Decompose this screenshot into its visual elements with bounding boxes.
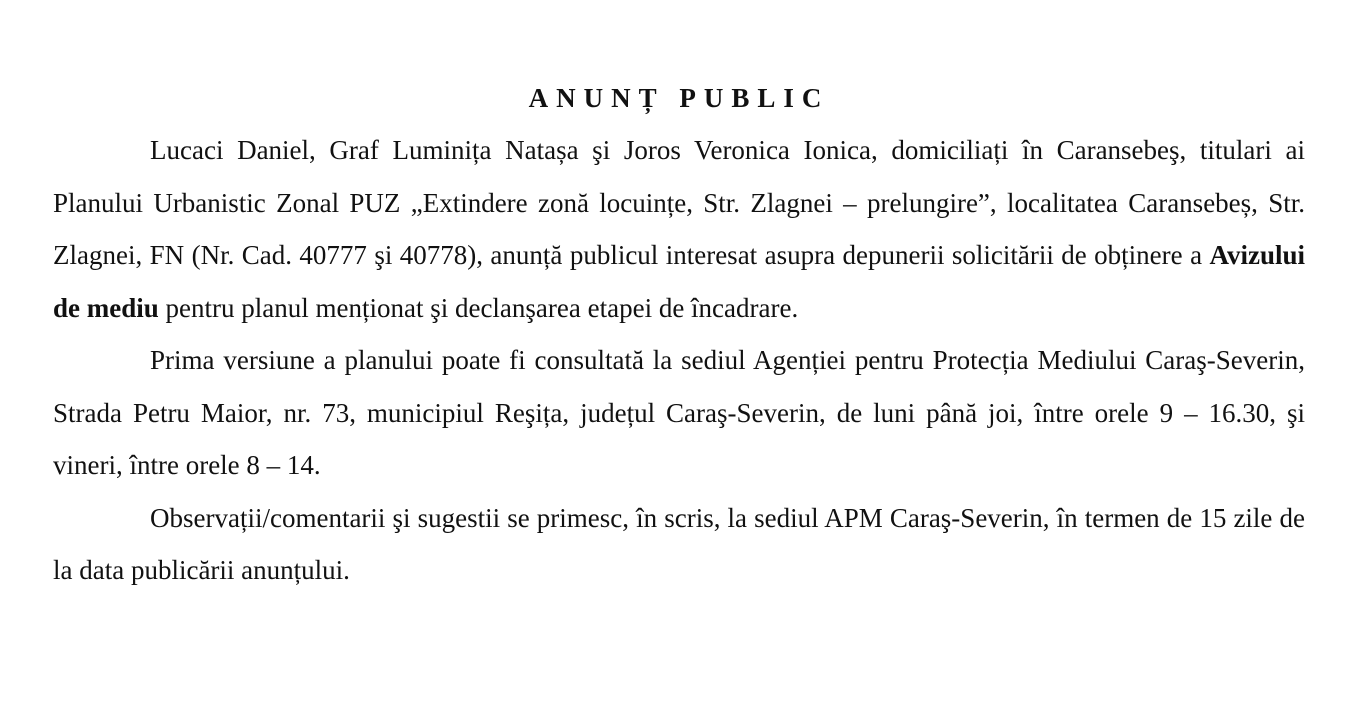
- document-title: ANUNȚ PUBLIC: [528, 83, 830, 113]
- environmental-permit-term: Avizului de mediu: [53, 240, 1305, 323]
- paragraph-applicants: [53, 124, 1305, 334]
- paragraph-applicants-end: pentru planul menționat şi declanşarea etapei de încadrare.: [158, 292, 799, 323]
- paragraph-consultation: Prima versiune a planului poate fi consultată la sediul Agenției pentru Protecția Mediului Caraş-Severin, Strada Petru Maior, nr. 73, municipiul Reşița, județul Caraş-Severin, de luni până joi, între orele 9 – 16.30, şi vineri, între orele 8 – 14.: [53, 345, 1305, 480]
- paragraph-applicants-text: Lucaci Daniel, Graf Luminița Natașa şi Joros Veronica Ionica, domiciliați în Caransebeş, titulari ai Planului Urbanistic Zonal PUZ „Extindere zonă locuințe, Str. Zlagnei – prelungire”, localitatea Caransebeș, Str. Zlagnei, FN (Nr. Cad. 40777 şi 40778), anunță publicul interesat asupra depunerii solicitării de obținere a: [53, 135, 1305, 270]
- paragraph-comments: Observații/comentarii şi sugestii se primesc, în scris, la sediul APM Caraş-Severin, în termen de 15 zile de la data publicării anunțului.: [53, 502, 1305, 585]
- announcement-document: [53, 78, 1305, 597]
